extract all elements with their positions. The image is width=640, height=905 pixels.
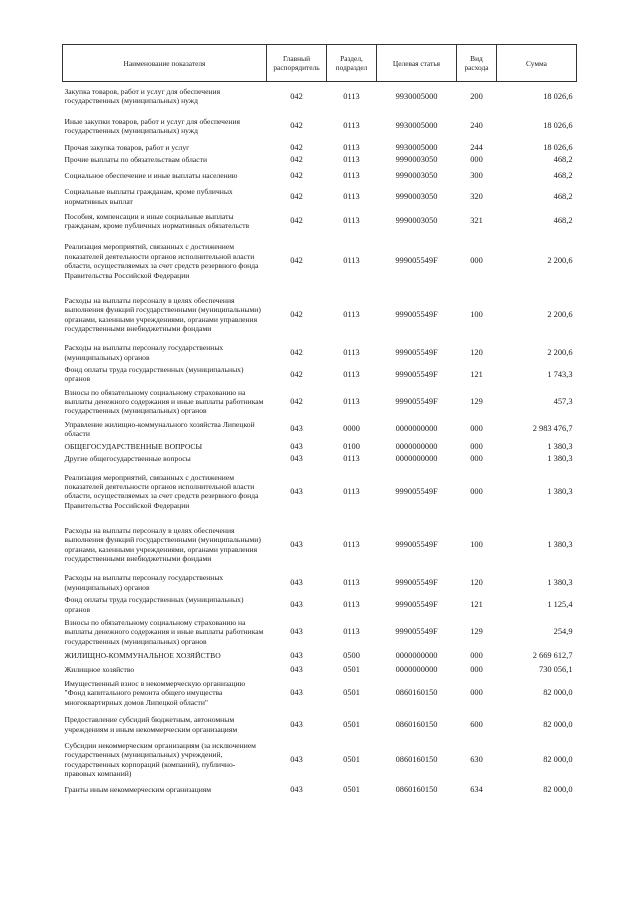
row-summa: 2 200,6 [547,309,573,319]
row-glava: 042 [290,347,303,357]
row-cel: 0860160150 [395,785,438,795]
row-glava: 043 [290,441,303,451]
row-glava: 043 [290,540,303,550]
row-vid: 000 [470,256,483,266]
row-glava: 042 [290,171,303,181]
row-summa: 2 669 612,7 [532,650,573,660]
table-row [63,465,577,518]
row-name: Расходы на выплаты персоналу государственных (муниципальных) органов [64,573,224,592]
row-name: Расходы на выплаты персоналу в целях обеспечения выполнения функций государственными (муниципальными) органами, казенными учреждениями, органами управления государственными внебюджетными фондами [64,295,261,334]
row-glava: 043 [290,453,303,463]
row-cel: 999005549F [395,347,438,357]
row-cel: 999005549F [395,599,438,609]
row-name: Иные закупки товаров, работ и услуг для обеспечения государственных (муниципальных) нужд [64,116,240,135]
row-vid: 240 [470,121,483,131]
row-name: Управление жилищно-коммунального хозяйства Липецкой области [64,419,255,439]
row-name: Имущественный взнос в некоммерческую организацию "Фонд капитального ремонта общего имущества многоквартирных домов Липецкой области" [64,678,246,707]
row-summa: 1 380,3 [547,486,573,496]
row-cel: 9930005000 [395,142,438,152]
table-row [63,781,577,801]
table-row [63,649,577,663]
row-glava: 043 [290,486,303,496]
row-razdel: 0113 [343,599,360,609]
row-vid: 100 [470,309,483,319]
row-glava: 042 [290,369,303,379]
table-row [63,616,577,649]
row-vid: 129 [470,627,483,637]
row-cel: 999005549F [395,627,438,637]
row-glava: 043 [290,424,303,434]
row-name: Фонд оплаты труда государственных (муниципальных) органов [64,364,244,384]
row-summa: 82 000,0 [543,755,573,765]
row-name: Расходы на выплаты персоналу в целях обеспечения выполнения функций государственными (муниципальными) органами, казенными учреждениями, органами управления государственными внебюджетными фондами [64,526,261,564]
row-summa: 254,9 [553,627,573,637]
table-row [63,82,577,112]
row-summa: 1 380,3 [547,540,573,550]
row-vid: 100 [470,540,483,550]
row-glava: 042 [290,121,303,131]
row-name: Субсидии некоммерческим организациям (за исключением государственных (муниципальных) учреждений, государственных корпораций (компаний), публично-правовых компаний) [64,741,256,779]
row-name: Жилищное хозяйство [64,664,135,674]
row-summa: 82 000,0 [543,785,573,795]
row-razdel: 0113 [343,171,360,181]
row-cel: 9930005000 [395,121,438,131]
row-razdel: 0113 [343,154,360,164]
row-name: Социальные выплаты гражданам, кроме публичных нормативных выплат [64,187,233,206]
row-vid: 000 [470,664,483,674]
row-summa: 1 125,4 [547,599,573,609]
row-vid: 321 [470,216,483,226]
row-razdel: 0501 [343,785,360,795]
row-vid: 000 [470,154,483,164]
row-summa: 18 026,6 [543,142,573,152]
row-razdel: 0500 [343,650,360,660]
header-glava: Главный распорядитель [267,45,327,82]
table-row [63,453,577,465]
row-cel: 9930005000 [395,91,438,101]
row-vid: 300 [470,171,483,181]
table-row [63,208,577,235]
row-name: Фонд оплаты труда государственных (муниципальных) органов [64,595,244,614]
row-cel: 9990003050 [395,216,438,226]
row-name: Предоставление субсидий бюджетным, автономным учреждениям и иным некоммерческим организациям [64,715,238,734]
row-glava: 042 [290,154,303,164]
row-vid: 120 [470,578,483,588]
row-glava: 043 [290,599,303,609]
row-vid: 200 [470,91,483,101]
table-row [63,663,577,677]
row-razdel: 0113 [343,121,360,131]
row-vid: 634 [470,785,483,795]
row-cel: 999005549F [395,397,438,407]
table-row [63,594,577,616]
row-vid: 129 [470,397,483,407]
row-name: Социальное обеспечение и иные выплаты населению [64,171,238,181]
header-razdel: Раздел, подраздел [327,45,377,82]
table-body [63,82,577,801]
header-cel: Целевая статья [377,45,457,82]
row-vid: 121 [470,599,483,609]
row-cel: 999005549F [395,486,438,496]
row-summa: 1 380,3 [547,453,573,463]
row-cel: 999005549F [395,369,438,379]
row-glava: 042 [290,91,303,101]
header-vid: Вид расхода [457,45,497,82]
row-razdel: 0113 [343,309,360,319]
row-vid: 000 [470,424,483,434]
header-name: Наименование показателя [63,45,267,82]
row-vid: 000 [470,441,483,451]
row-name: ЖИЛИЩНО-КОММУНАЛЬНОЕ ХОЗЯЙСТВО [64,650,221,660]
row-razdel: 0113 [343,369,360,379]
row-summa: 82 000,0 [543,688,573,698]
row-summa: 730 056,1 [539,664,573,674]
table-row [63,710,577,740]
table-row [63,677,577,710]
row-glava: 043 [290,688,303,698]
header-summa: Сумма [497,45,577,82]
row-razdel: 0113 [343,397,360,407]
table-row [63,154,577,166]
row-vid: 600 [470,719,483,729]
row-summa: 457,3 [553,397,573,407]
row-razdel: 0000 [343,424,360,434]
row-cel: 0000000000 [395,453,438,463]
budget-table [62,44,577,801]
row-razdel: 0501 [343,719,360,729]
row-glava: 043 [290,719,303,729]
row-razdel: 0113 [343,627,360,637]
row-razdel: 0113 [343,91,360,101]
row-glava: 042 [290,142,303,152]
table-row [63,364,577,386]
row-razdel: 0501 [343,688,360,698]
row-cel: 999005549F [395,540,438,550]
row-glava: 042 [290,192,303,202]
row-name: Расходы на выплаты персоналу государственных (муниципальных) органов [64,343,224,362]
row-summa: 468,2 [553,171,573,181]
row-razdel: 0113 [343,578,360,588]
row-summa: 468,2 [553,154,573,164]
row-summa: 468,2 [553,192,573,202]
row-razdel: 0113 [343,453,360,463]
row-glava: 042 [290,397,303,407]
row-vid: 121 [470,369,483,379]
table-row [63,142,577,154]
row-glava: 043 [290,664,303,674]
row-summa: 1 380,3 [547,578,573,588]
row-name: Реализация мероприятий, связанных с достижением показателей деятельности органов исполнительной власти области, осуществляемых за счет средств резервного фонда Правительства Российской Федерации [64,472,259,510]
row-razdel: 0113 [343,216,360,226]
row-razdel: 0501 [343,664,360,674]
row-name: Пособия, компенсации и иные социальные выплаты гражданам, кроме публичных нормативных обязательств [64,211,250,231]
row-cel: 9990003050 [395,154,438,164]
table-row [63,166,577,186]
row-razdel: 0100 [343,441,360,451]
row-vid: 000 [470,486,483,496]
row-name: Другие общегосударственные вопросы [64,453,191,463]
row-vid: 000 [470,650,483,660]
row-glava: 043 [290,578,303,588]
row-name: Реализация мероприятий, связанных с достижением показателей деятельности органов исполнительной власти области, осуществляемых за счет средств резервного фонда Правительства Российской Федерации [64,242,259,280]
row-cel: 0860160150 [395,688,438,698]
table-row [63,235,577,288]
row-cel: 999005549F [395,309,438,319]
table-row [63,740,577,781]
row-glava: 042 [290,309,303,319]
row-glava: 043 [290,650,303,660]
row-vid: 120 [470,347,483,357]
row-cel: 0000000000 [395,664,438,674]
row-cel: 0860160150 [395,719,438,729]
row-razdel: 0113 [343,347,360,357]
row-razdel: 0113 [343,142,360,152]
row-name: ОБЩЕГОСУДАРСТВЕННЫЕ ВОПРОСЫ [64,441,203,451]
row-name: Закупка товаров, работ и услуг для обеспечения государственных (муниципальных) нужд [64,86,221,106]
row-summa: 18 026,6 [543,121,573,131]
row-cel: 0000000000 [395,441,438,451]
row-razdel: 0113 [343,486,360,496]
row-cel: 999005549F [395,578,438,588]
row-cel: 9990003050 [395,192,438,202]
table-row [63,518,577,572]
row-vid: 000 [470,688,483,698]
row-vid: 000 [470,453,483,463]
table-row [63,288,577,342]
row-vid: 244 [470,142,483,152]
table-row [63,419,577,441]
row-cel: 0000000000 [395,424,438,434]
row-summa: 18 026,6 [543,91,573,101]
row-cel: 999005549F [395,256,438,266]
row-name: Взносы по обязательному социальному страхованию на выплаты денежного содержания и иные выплаты работникам государственных (муниципальных) органов [64,617,264,646]
row-summa: 1 743,3 [547,369,573,379]
row-summa: 82 000,0 [543,719,573,729]
table-header [63,45,577,82]
row-vid: 630 [470,755,483,765]
row-glava: 042 [290,256,303,266]
row-razdel: 0113 [343,192,360,202]
row-glava: 043 [290,755,303,765]
table-row [63,186,577,208]
table-row [63,342,577,364]
row-razdel: 0501 [343,755,360,765]
row-glava: 043 [290,785,303,795]
row-cel: 9990003050 [395,171,438,181]
row-vid: 320 [470,192,483,202]
row-razdel: 0113 [343,540,360,550]
row-name: Прочие выплаты по обязательствам области [64,154,208,164]
row-summa: 468,2 [553,216,573,226]
row-cel: 0000000000 [395,650,438,660]
row-name: Взносы по обязательному социальному страхованию на выплаты денежного содержания и иные выплаты работникам государственных (муниципальных) органов [64,387,264,416]
table-row [63,386,577,419]
table-row [63,112,577,142]
row-name: Прочая закупка товаров, работ и услуг [64,142,190,152]
row-summa: 2 200,6 [547,347,573,357]
row-cel: 0860160150 [395,755,438,765]
row-razdel: 0113 [343,256,360,266]
row-glava: 043 [290,627,303,637]
row-name: Гранты иным некоммерческим организациям [64,785,212,795]
table-row [63,572,577,594]
row-summa: 2 983 476,7 [532,424,573,434]
row-summa: 2 200,6 [547,256,573,266]
row-glava: 042 [290,216,303,226]
table-row [63,441,577,453]
row-summa: 1 380,3 [547,441,573,451]
